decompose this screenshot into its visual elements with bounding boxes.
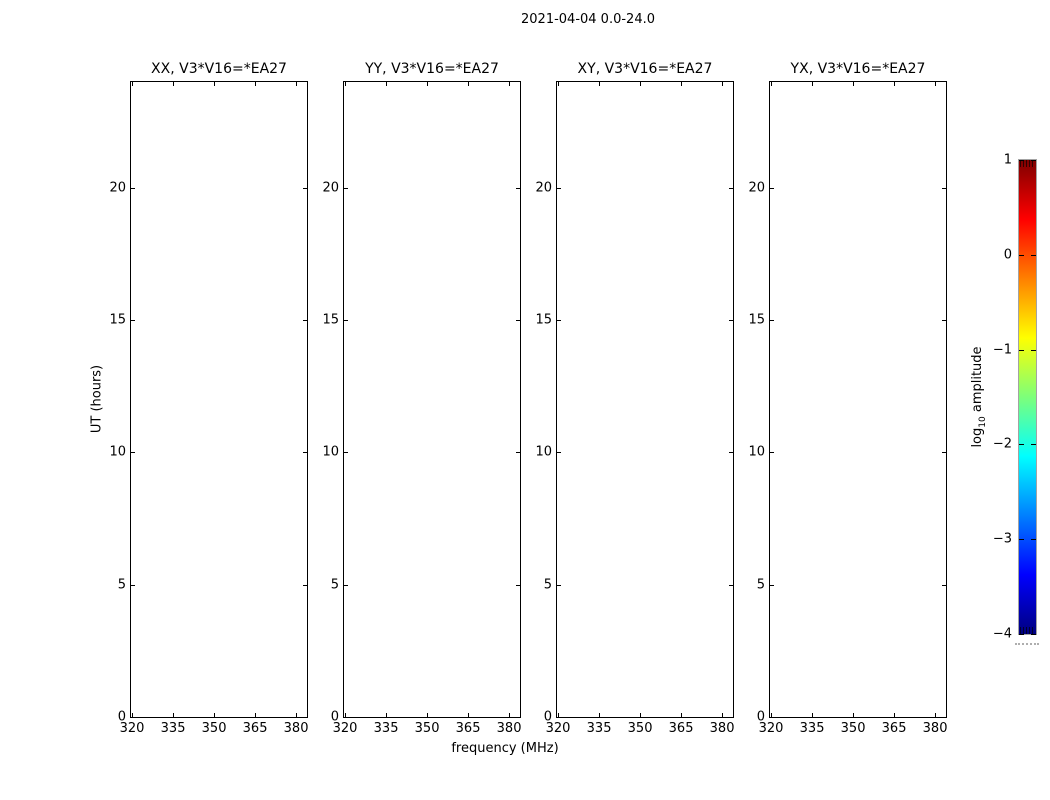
y-axis-label: UT (hours) [89,364,105,434]
colorbar-tick-mark [1031,539,1036,540]
x-tick-label: 365 [242,721,268,736]
colorbar-tick-label: −4 [992,626,1012,642]
y-tick-label: 0 [330,709,339,725]
colorbar-tick-mark [1031,444,1036,445]
x-tick-label: 365 [881,721,907,736]
x-tick-label: 350 [414,721,440,736]
y-tick-mark [344,452,348,453]
colorbar-tick-mark [1019,160,1024,161]
y-tick-mark [303,585,307,586]
x-tick-mark [386,82,387,86]
y-tick-mark [557,717,561,718]
x-tick-mark [255,713,256,717]
x-tick-mark [681,82,682,86]
x-tick-mark [722,713,723,717]
x-tick-mark [427,713,428,717]
y-tick-mark [303,188,307,189]
x-tick-mark [599,82,600,86]
subplot-panel [535,61,735,736]
subplot-panel [109,61,309,736]
x-tick-mark [214,713,215,717]
x-tick-mark [427,82,428,86]
x-tick-mark [935,82,936,86]
colorbar [1018,159,1037,635]
colorbar-tick-mark [1019,350,1024,351]
y-tick-mark [942,320,946,321]
y-tick-label: 20 [322,180,339,196]
x-tick-mark [255,82,256,86]
y-tick-mark [516,585,520,586]
x-tick-mark [640,82,641,86]
y-tick-mark [303,452,307,453]
y-tick-label: 20 [535,180,552,196]
colorbar-tick-label: −2 [992,436,1012,452]
x-tick-mark [894,713,895,717]
y-tick-label: 10 [322,444,339,460]
x-tick-mark [771,82,772,86]
colorbar-tick-mark [1019,539,1024,540]
y-tick-mark [770,452,774,453]
x-tick-label: 350 [627,721,653,736]
x-tick-mark [935,713,936,717]
colorbar-tick-mark [1019,634,1024,635]
colorbar-label-log: log [970,427,986,448]
subplot-panel [322,61,522,736]
y-tick-label: 10 [109,444,126,460]
y-tick-label: 5 [117,577,126,593]
colorbar-tick-mark [1031,255,1036,256]
colorbar-underflow-dots [1015,643,1039,645]
y-tick-label: 10 [748,444,765,460]
colorbar-tick-mark [1019,255,1024,256]
x-tick-label: 380 [496,721,522,736]
x-tick-mark [296,82,297,86]
y-tick-mark [516,320,520,321]
colorbar-tick-mark [1031,160,1036,161]
x-tick-mark [173,713,174,717]
x-tick-label: 350 [201,721,227,736]
x-tick-mark [132,82,133,86]
figure-title: 2021-04-04 0.0-24.0 [521,12,655,27]
y-tick-mark [770,717,774,718]
colorbar-tick-label: −1 [992,342,1012,358]
x-tick-label: 380 [922,721,948,736]
y-tick-mark [131,320,135,321]
colorbar-tick-label: −3 [992,531,1012,547]
x-tick-label: 350 [840,721,866,736]
x-tick-label: 335 [373,721,399,736]
y-tick-label: 15 [748,312,765,328]
y-tick-mark [729,188,733,189]
subplot-title: YY, V3*V16=*EA27 [365,61,499,77]
y-tick-mark [344,188,348,189]
colorbar-tick-mark [1031,634,1036,635]
x-tick-mark [296,713,297,717]
y-tick-mark [131,585,135,586]
x-tick-label: 320 [119,721,145,736]
x-axis-label: frequency (MHz) [451,741,559,756]
y-tick-label: 20 [109,180,126,196]
y-tick-label: 0 [543,709,552,725]
y-tick-label: 15 [535,312,552,328]
x-tick-mark [853,82,854,86]
subplot-title: XY, V3*V16=*EA27 [577,61,713,77]
y-tick-label: 5 [543,577,552,593]
y-tick-mark [770,188,774,189]
y-tick-label: 5 [756,577,765,593]
colorbar-label [970,346,988,447]
y-tick-mark [557,585,561,586]
y-tick-mark [516,717,520,718]
y-tick-mark [131,188,135,189]
x-tick-mark [599,713,600,717]
colorbar-bottom-hatch-marks [1020,627,1035,634]
y-tick-label: 15 [322,312,339,328]
x-tick-label: 335 [799,721,825,736]
y-tick-mark [729,585,733,586]
x-tick-mark [853,713,854,717]
subplot-title: XX, V3*V16=*EA27 [151,61,287,77]
y-tick-mark [557,320,561,321]
x-tick-label: 320 [758,721,784,736]
colorbar-label-amplitude: amplitude [970,346,986,417]
x-tick-mark [558,82,559,86]
x-tick-mark [173,82,174,86]
y-tick-mark [516,188,520,189]
x-tick-label: 320 [545,721,571,736]
colorbar-tick-label: 0 [1003,247,1012,263]
y-tick-mark [770,320,774,321]
y-tick-label: 0 [756,709,765,725]
y-tick-mark [942,188,946,189]
colorbar-tick-mark [1019,444,1024,445]
x-tick-mark [345,82,346,86]
y-tick-mark [131,717,135,718]
y-tick-label: 20 [748,180,765,196]
colorbar-top-hatch-marks [1020,160,1035,167]
y-tick-mark [729,320,733,321]
x-tick-mark [468,82,469,86]
y-tick-mark [344,320,348,321]
x-tick-label: 380 [709,721,735,736]
x-tick-mark [681,713,682,717]
y-tick-mark [303,320,307,321]
x-tick-label: 335 [160,721,186,736]
x-tick-mark [509,713,510,717]
subplot-title: YX, V3*V16=*EA27 [790,61,926,77]
y-tick-mark [303,717,307,718]
x-tick-mark [722,82,723,86]
y-tick-mark [131,452,135,453]
x-tick-label: 365 [668,721,694,736]
x-tick-mark [468,713,469,717]
x-tick-mark [386,713,387,717]
y-tick-mark [770,585,774,586]
y-tick-mark [942,452,946,453]
y-tick-label: 15 [109,312,126,328]
y-tick-label: 0 [117,709,126,725]
x-tick-label: 335 [586,721,612,736]
x-tick-mark [812,82,813,86]
x-tick-label: 365 [455,721,481,736]
y-tick-label: 10 [535,444,552,460]
subplot-panel [748,61,948,736]
y-tick-mark [557,452,561,453]
colorbar-label-subscript: 10 [977,416,988,428]
y-tick-mark [729,452,733,453]
y-tick-mark [729,717,733,718]
x-tick-mark [812,713,813,717]
x-tick-mark [509,82,510,86]
y-tick-mark [344,585,348,586]
x-tick-mark [214,82,215,86]
y-tick-mark [942,717,946,718]
y-tick-mark [942,585,946,586]
y-tick-label: 5 [330,577,339,593]
colorbar-tick-label: 1 [1003,152,1012,168]
x-tick-label: 380 [283,721,309,736]
y-tick-mark [344,717,348,718]
x-tick-mark [894,82,895,86]
y-tick-mark [516,452,520,453]
colorbar-tick-mark [1031,350,1036,351]
x-tick-mark [640,713,641,717]
x-tick-label: 320 [332,721,358,736]
y-tick-mark [557,188,561,189]
